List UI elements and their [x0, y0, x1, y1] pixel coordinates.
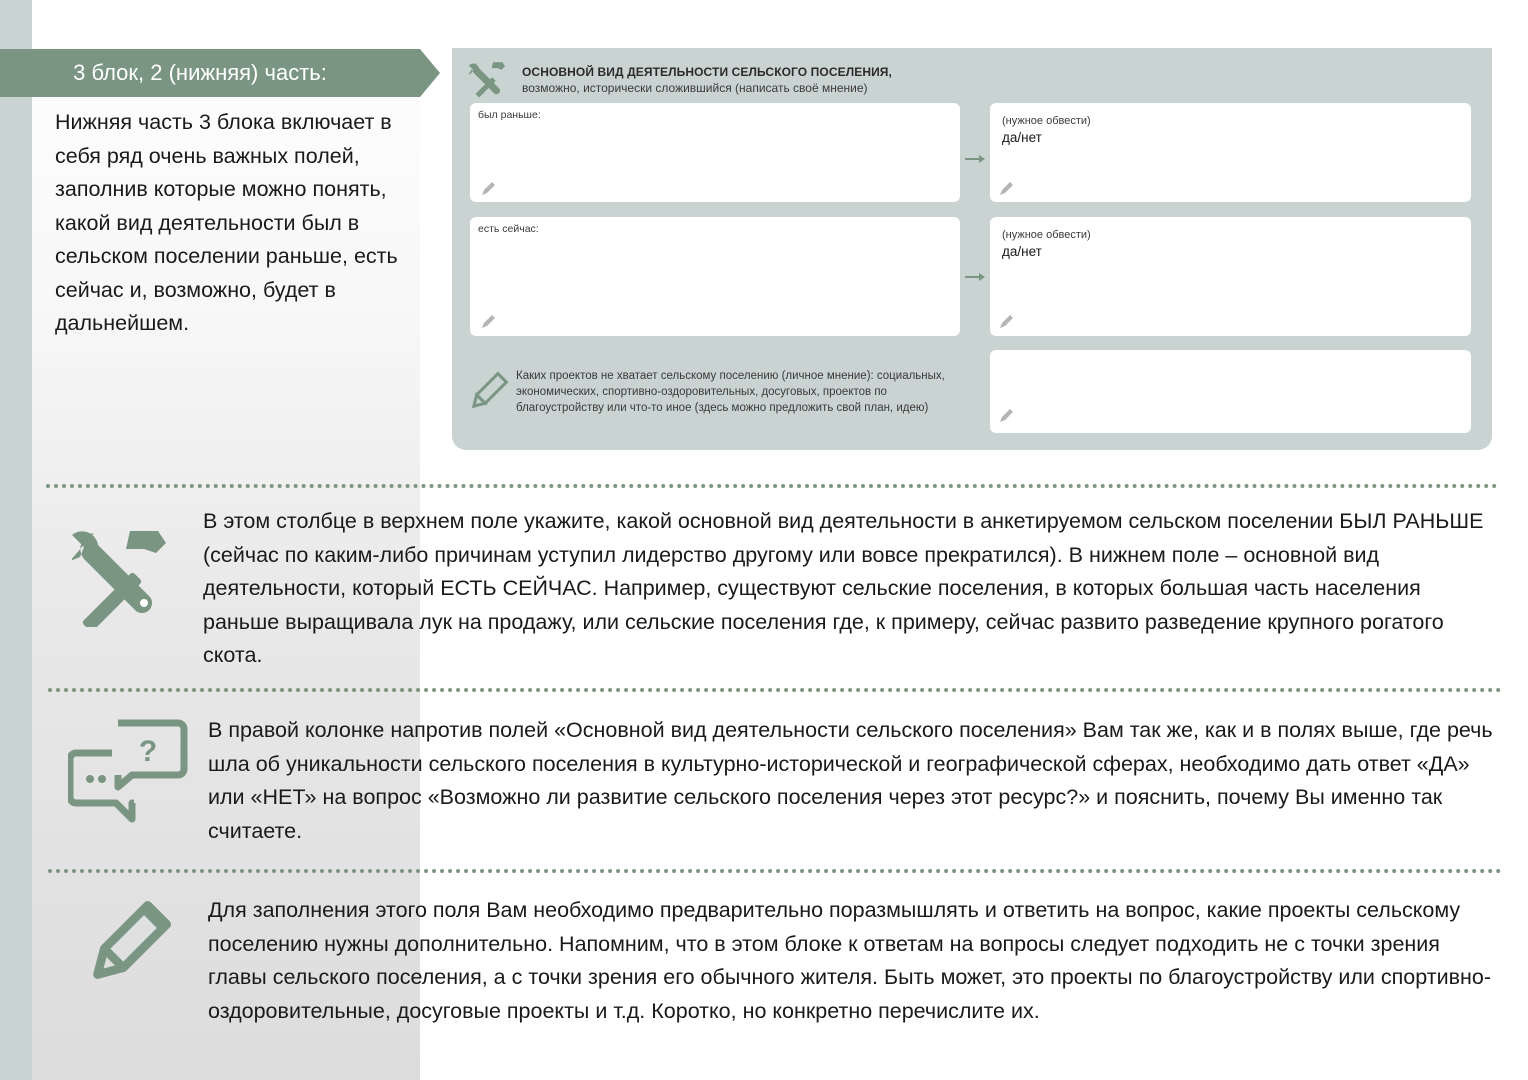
intro-text: Нижняя часть 3 блока включает в себя ряд очень важных полей, заполнив которые можно понять, какой вид деятельности был в сельском поселении раньше, есть сейчас и, возможно, будет в дальнейшем.: [55, 110, 398, 335]
chat-question-icon: [68, 717, 188, 827]
pencil-icon: [998, 314, 1014, 330]
projects-field[interactable]: [990, 350, 1471, 433]
answer-hint: (нужное обвести): [1002, 115, 1091, 127]
svg-text:?: ?: [138, 735, 158, 768]
form-preview-panel: [452, 48, 1492, 450]
block-header: [0, 49, 420, 97]
answer-value: да/нет: [1002, 244, 1042, 259]
pencil-icon: [78, 898, 174, 994]
answer-value: да/нет: [1002, 130, 1042, 145]
field-before-label: был раньше:: [478, 109, 541, 121]
dotted-divider: [48, 869, 1502, 873]
form-title: ОСНОВНОЙ ВИД ДЕЯТЕЛЬНОСТИ СЕЛЬСКОГО ПОСЕЛЕНИЯ,: [522, 65, 892, 79]
dotted-divider: [46, 484, 1498, 488]
left-accent-strip: [0, 0, 32, 1080]
section-text-answer: В правой колонке напротив полей «Основной вид деятельности сельского поселения» Вам так же, как и в полях выше, где речь шла об уникальности сельского поселения в культурно-исторической и географической сферах, необходимо дать ответ «ДА» или «НЕТ» на вопрос «Возможно ли развитие сельского поселения через этот ресурс?» и пояснить, почему Вы именно так считаете.: [208, 718, 1493, 843]
answer-hint: (нужное обвести): [1002, 229, 1091, 241]
pencil-icon: [480, 314, 496, 330]
section-text-activity: В этом столбце в верхнем поле укажите, какой основной вид деятельности в анкетируемом сельском поселении БЫЛ РАНЬШЕ (сейчас по каким-либо причинам уступил лидерство другому или вовсе прекратился). В нижнем поле – основной вид деятельности, который ЕСТЬ СЕЙЧАС. Например, существуют сельские поселения, в которых большая часть населения раньше выращивала лук на продажу, или сельские поселения где, к примеру, сейчас развито разведение крупного рогатого скота.: [203, 509, 1484, 667]
field-now-label: есть сейчас:: [478, 223, 539, 235]
projects-prompt: Каких проектов не хватает сельскому поселению (личное мнение): социальных, экономических, спортивно-оздоровительных, досуговых, проектов по благоустройству или что-то иное (здесь можно предложить свой план, идею): [516, 370, 945, 414]
arrow-right-icon: [965, 272, 987, 282]
answer-field-now[interactable]: [990, 217, 1471, 336]
pencil-icon: [998, 181, 1014, 197]
field-now[interactable]: [470, 217, 960, 336]
tools-icon: [468, 58, 510, 100]
section-text-projects: Для заполнения этого поля Вам необходимо предварительно поразмышлять и ответить на вопрос, какие проекты сельскому поселению нужны дополнительно. Напомним, что в этом блоке к ответам на вопросы следует подходить не с точки зрения главы сельского поселения, а с точки зрения его обычного жителя. Быть может, это проекты по благоустройству или спортивно-оздоровительные, досуговые проекты и т.д. Коротко, но конкретно перечислите их.: [208, 898, 1492, 1023]
field-before[interactable]: [470, 103, 960, 202]
block-header-arrow: [420, 49, 440, 97]
block-header-label: 3 блок, 2 (нижняя) часть:: [73, 60, 327, 85]
form-subtitle: возможно, исторически сложившийся (написать своё мнение): [522, 81, 868, 95]
pencil-icon: [480, 181, 496, 197]
pencil-icon: [466, 370, 510, 414]
answer-field-before[interactable]: [990, 103, 1471, 202]
dotted-divider: [48, 688, 1502, 692]
pencil-icon: [998, 408, 1014, 424]
tools-icon: [72, 527, 172, 627]
arrow-right-icon: [965, 154, 987, 164]
